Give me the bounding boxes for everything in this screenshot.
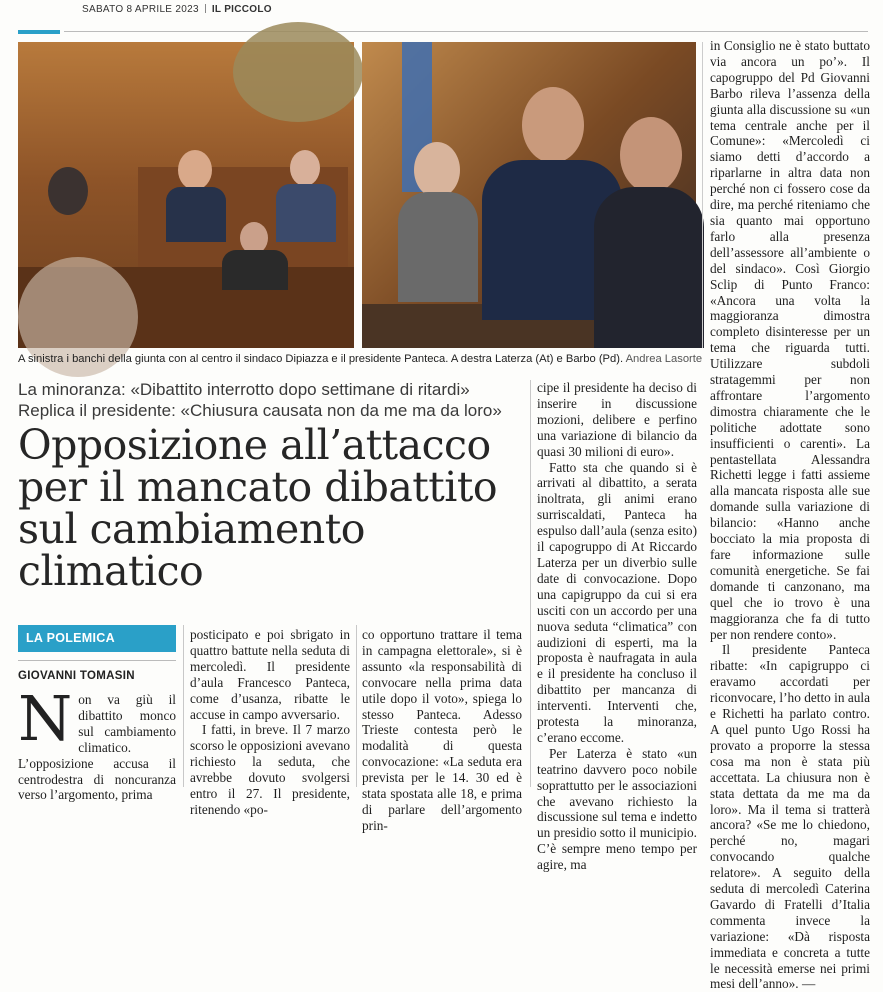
person-head [290,150,320,186]
person-head [620,117,682,193]
column-rule [702,42,703,348]
paragraph: co opportuno trattare il tema in campagna elettorale», si è assunto «la responsabilità di convocare nella prima data utile dopo il voto», spiega lo stesso Panteca. Adesso Trieste contesta però le modalità di questa convocazione: «La seduta era prevista per le 14. 30 ed è stata spostata alle 18, e prima di parlare dell’argomento prin- [362,627,522,833]
paragraph: posticipato e poi sbrigato in quattro battute nella seduta di mercoledì. Il presidente d’aula Francesco Panteca, come d’usanza, ribatte le accuse in campo avversario. [190,627,350,722]
paragraph: in Consiglio ne è stato buttato via ancora un po’». Il capogruppo del Pd Giovanni Barbo rileva l’assenza della giunta alla discussione su «un tema centrale anche per il Comune»: «Mercoledì ci siamo detti d’accordo a riparlarne in altra data non perché non ci fossero cose da dire, ma perché riteniamo che sia quanto mai opportuno farlo alla presenza dell’assessore all’ambiente o del sindaco». Così Giorgio Sclip di Punto Franco: «Ancora una volta la maggioranza dimostra completo disinteresse per un tema che riguarda tutti. Utilizzare subdoli stratagemmi per non affrontare l’argomento dimostra chiaramente che le politiche adottate sono insufficienti o carenti». La pentastellata Alessandra Richetti legge i fatti assieme alla mancata risposta alle sue domande sulla variazione di bilancio: «Hanno anche bocciato la mia proposta di fare informazione sulle comunità energetiche. Se fai domande ti canzonano, ma quel che io trovo è una maggioranza che fa di tutto per non rendere conto». [710,38,870,642]
person-body [222,250,288,290]
header-separator [205,4,206,13]
header-date: SABATO 8 APRILE 2023 [82,4,199,15]
column-rule [183,625,184,787]
person-body [594,187,704,348]
label-rule [18,660,176,661]
photo-credit: Andrea Lasorte [625,353,703,365]
person-head [48,167,88,215]
photo-caption [18,353,703,365]
photo-council-bench [18,42,354,348]
article-lead: on va giù il dibattito monco sul cambiamento climatico. L’opposizione accusa il centrodestra di noncuranza verso l’argomento, prima [18,692,176,803]
author-byline: GIOVANNI TOMASIN [18,670,135,682]
person-body [166,187,226,242]
headline-line-2: per il mancato dibattito [18,463,497,511]
caption-text: A sinistra i banchi della giunta con al centro il sindaco Dipiazza e il presidente Panteca. A destra Laterza (At) e Barbo (Pd). [18,353,624,365]
column-rule [356,625,357,787]
paragraph: Per Laterza è stato «un teatrino davvero poco nobile soprattutto per le associazioni che avevano richiesto la discussione sul tema e indetto un presidio sotto il municipio. C’è sempre meno tempo per agire, ma [537,745,697,873]
kicker-line-1: La minoranza: «Dibattito interrotto dopo settimane di ritardi» [18,380,470,399]
article-column-2 [190,627,350,817]
section-accent-bar [18,30,60,34]
person-head [414,142,460,198]
column-rule [530,380,531,787]
kicker-line-2: Replica il presidente: «Chiusura causata non da me ma da loro» [18,401,502,420]
dropcap: N [18,682,73,755]
photo-councillors-debate [362,42,696,348]
section-label: LA POLEMICA [18,625,176,652]
headline [18,421,523,595]
person-head [522,87,584,163]
page-header [82,4,272,15]
person-head [178,150,212,190]
person-body [276,184,336,242]
article-column-3 [362,627,522,833]
headline-line-3: sul cambiamento climatico [18,505,365,595]
paragraph: cipe il presidente ha deciso di inserire in discussione mozioni, delibere e perfino una variazione di bilancio da quasi 30 milioni di euro». [537,380,697,459]
article-column-4 [537,380,697,873]
header-publication: IL PICCOLO [211,4,272,15]
headline-line-1: Opposizione all’attacco [18,421,491,469]
person-body [398,192,478,302]
header-rule [64,31,868,32]
paragraph: Fatto sta che quando si è arrivati al dibattito, a serata inoltrata, gli animi erano surriscaldati, Panteca ha espulso dall’aula (senza esito) il capogruppo di At Riccardo Laterza per un diverbio sulle date di convocazione. Dopo una capigruppo da cui si era usciti con un accordo per una nuova seduta “climatica” con audizioni di esperti, ma la proposta è naufragata in aula e il presidente ha concluso il dibattito per mancanza di interventi. Interventi che, protesta la minoranza, c’erano eccome. [537,459,697,745]
emblem-shape [233,22,363,122]
article-column-5 [710,38,870,992]
paragraph: I fatti, in breve. Il 7 marzo scorso le opposizioni avevano richiesto la seduta, che avrebbe dovuto svolgersi entro il 27. Il presidente, ritenendo «po- [190,722,350,817]
article-column-1 [18,682,176,803]
paragraph: Il presidente Panteca ribatte: «In capigruppo ci eravamo accordati per riconvocare, l’ho detto in aula e Richetti ha parlato contro. A quel punto Ugo Rossi ha provato a proporre la stessa cosa ma non è stata più accettata. La chiusura non è stata dettata da me ma da loro». Ma il tema si tratterà ancora? «Se me lo chiedono, perché no, magari convocando qualche relatore». A seguito della seduta di mercoledì Caterina Gavardo di Fratelli d’Italia commenta invece la variazione: «Dà risposta immediata e concreta a tutte le necessità emerse nei primi mesi dell’anno». — [710,642,870,992]
